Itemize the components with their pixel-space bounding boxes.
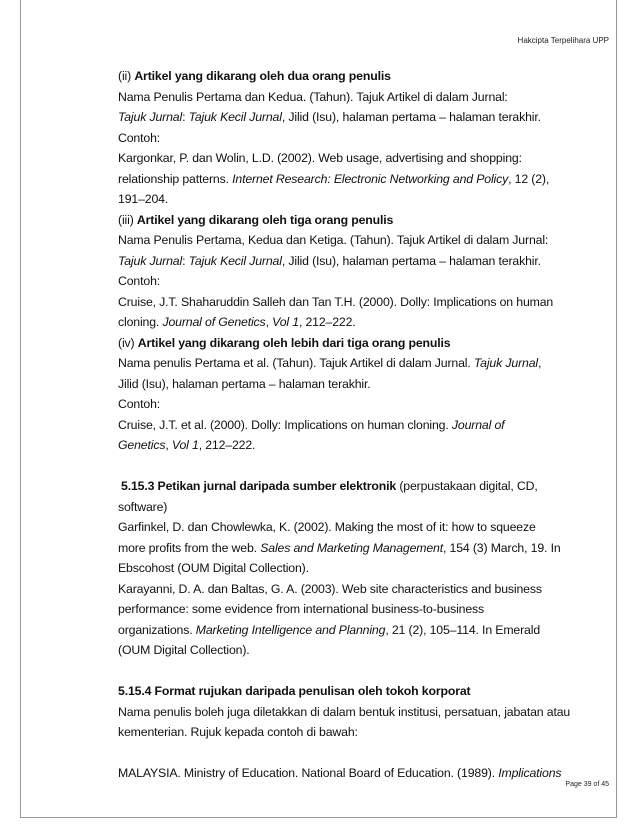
text-line: [118, 374, 578, 395]
text-run: , 212–222.: [198, 438, 256, 452]
text-line: [118, 538, 578, 559]
text-line: [118, 87, 578, 108]
italic-text: Internet Research: Electronic Networking and Policy: [232, 171, 509, 186]
bold-text: Artikel yang dikarang oleh tiga orang penulis: [136, 212, 394, 227]
bold-text: 5.15.3 Petikan jurnal daripada sumber elektronik: [121, 479, 397, 493]
paragraph-spacer: [118, 743, 578, 764]
italic-text: Tajuk Kecil Jurnal: [188, 110, 282, 124]
text-run: ,: [537, 356, 542, 370]
bold-text: Artikel yang dikarang oleh dua orang penulis: [134, 69, 391, 83]
text-run: performance: some evidence from international business-to-business: [118, 602, 485, 616]
text-line: [118, 128, 578, 149]
text-run: , 212–222.: [298, 315, 356, 329]
text-line: [118, 497, 578, 518]
italic-text: Journal of Genetics: [162, 315, 266, 329]
text-line: [118, 189, 578, 210]
text-run: Garfinkel, D. dan Chowlewka, K. (2002). Making the most of it: how to squeeze: [118, 520, 536, 534]
italic-text: Marketing Intelligence and Planning: [195, 622, 386, 637]
text-run: more profits from the web.: [118, 540, 261, 555]
document-body: [118, 66, 578, 784]
italic-text: Tajuk Jurnal: [118, 253, 183, 268]
text-run: MALAYSIA. Ministry of Education. National Board of Education. (1989).: [118, 766, 499, 780]
text-line: [118, 599, 578, 620]
bold-text: Artikel yang dikarang oleh lebih dari tiga orang penulis: [137, 335, 451, 350]
text-run: organizations.: [118, 622, 196, 637]
text-run: , 21 (2), 105–114. In Emerald: [385, 622, 541, 637]
text-run: Cruise, J.T. et al. (2000). Dolly: Implications on human cloning.: [118, 417, 452, 432]
text-run: ,: [165, 438, 172, 452]
paragraph-spacer: [118, 661, 578, 682]
text-line: [118, 66, 578, 87]
text-line: [118, 681, 578, 702]
text-run: , Jilid (Isu), halaman pertama – halaman terakhir.: [281, 110, 541, 124]
page-number: Page 39 of 45: [565, 781, 609, 788]
text-line: [118, 640, 578, 661]
text-run: Cruise, J.T. Shaharuddin Salleh dan Tan T.H. (2000). Dolly: Implications on human: [118, 294, 554, 309]
text-run: , 154 (3) March, 19. In: [443, 540, 561, 555]
italic-text: Sales and Marketing Management: [260, 540, 443, 555]
italic-text: Tajuk Jurnal: [473, 356, 538, 370]
text-run: Contoh:: [118, 397, 161, 411]
text-run: Ebscohost (OUM Digital Collection).: [118, 561, 309, 575]
italic-text: Vol 1: [272, 315, 299, 329]
text-run: kementerian. Rujuk kepada contoh di bawah:: [118, 725, 358, 739]
text-line: [118, 435, 578, 456]
text-line: [118, 333, 578, 354]
italic-text: Vol 1: [171, 438, 199, 452]
text-run: Jilid (Isu), halaman pertama – halaman terakhir.: [118, 376, 371, 391]
text-run: (OUM Digital Collection).: [118, 643, 250, 657]
italic-text: Journal of: [451, 417, 505, 432]
text-line: [118, 169, 578, 190]
text-line: [118, 476, 578, 497]
paragraph-spacer: [118, 456, 578, 477]
text-line: [118, 210, 578, 231]
text-line: [118, 107, 578, 128]
text-line: [118, 722, 578, 743]
text-run: Contoh:: [118, 274, 161, 288]
text-line: [118, 620, 578, 641]
text-line: [118, 517, 578, 538]
text-line: [118, 702, 578, 723]
text-run: (iv): [118, 335, 138, 350]
text-line: [118, 353, 578, 374]
text-run: Nama Penulis Pertama dan Kedua. (Tahun). Tajuk Artikel di dalam Jurnal:: [118, 89, 508, 104]
text-run: :: [182, 253, 189, 268]
text-run: Nama penulis Pertama et al. (Tahun). Tajuk Artikel di dalam Jurnal.: [118, 356, 474, 370]
text-line: [118, 148, 578, 169]
text-run: ,: [265, 315, 273, 329]
text-run: :: [182, 110, 189, 124]
text-line: [118, 292, 578, 313]
text-line: [118, 230, 578, 251]
text-line: [118, 394, 578, 415]
text-run: Karayanni, D. A. dan Baltas, G. A. (2003). Web site characteristics and business: [118, 581, 542, 596]
text-line: [118, 558, 578, 579]
page-header: Hakcipta Terpelihara UPP: [517, 36, 609, 45]
text-run: Kargonkar, P. dan Wolin, L.D. (2002). Web usage, advertising and shopping:: [118, 151, 522, 165]
text-run: (perpustakaan digital, CD,: [396, 479, 538, 493]
text-run: Contoh:: [118, 130, 161, 145]
text-run: , 12 (2),: [508, 171, 550, 186]
text-run: (iii): [118, 212, 137, 227]
text-run: Nama penulis boleh juga diletakkan di dalam bentuk institusi, persatuan, jabatan atau: [118, 704, 571, 719]
italic-text: Implications: [498, 766, 562, 780]
text-run: cloning.: [118, 315, 163, 329]
text-run: relationship patterns.: [118, 171, 233, 186]
italic-text: Tajuk Kecil Jurnal: [188, 253, 282, 268]
text-run: Nama Penulis Pertama, Kedua dan Ketiga. (Tahun). Tajuk Artikel di dalam Jurnal:: [118, 233, 549, 247]
text-run: , Jilid (Isu), halaman pertama – halaman terakhir.: [281, 253, 541, 268]
text-line: [118, 251, 578, 272]
text-line: [118, 763, 578, 784]
bold-text: 5.15.4 Format rujukan daripada penulisan oleh tokoh korporat: [118, 684, 471, 698]
text-line: [118, 312, 578, 333]
text-line: [118, 415, 578, 436]
text-run: (ii): [118, 69, 135, 83]
text-run: 191–204.: [118, 192, 169, 206]
text-line: [118, 271, 578, 292]
italic-text: Genetics: [118, 438, 166, 452]
italic-text: Tajuk Jurnal: [118, 110, 183, 124]
text-line: [118, 579, 578, 600]
text-run: software): [118, 499, 168, 514]
